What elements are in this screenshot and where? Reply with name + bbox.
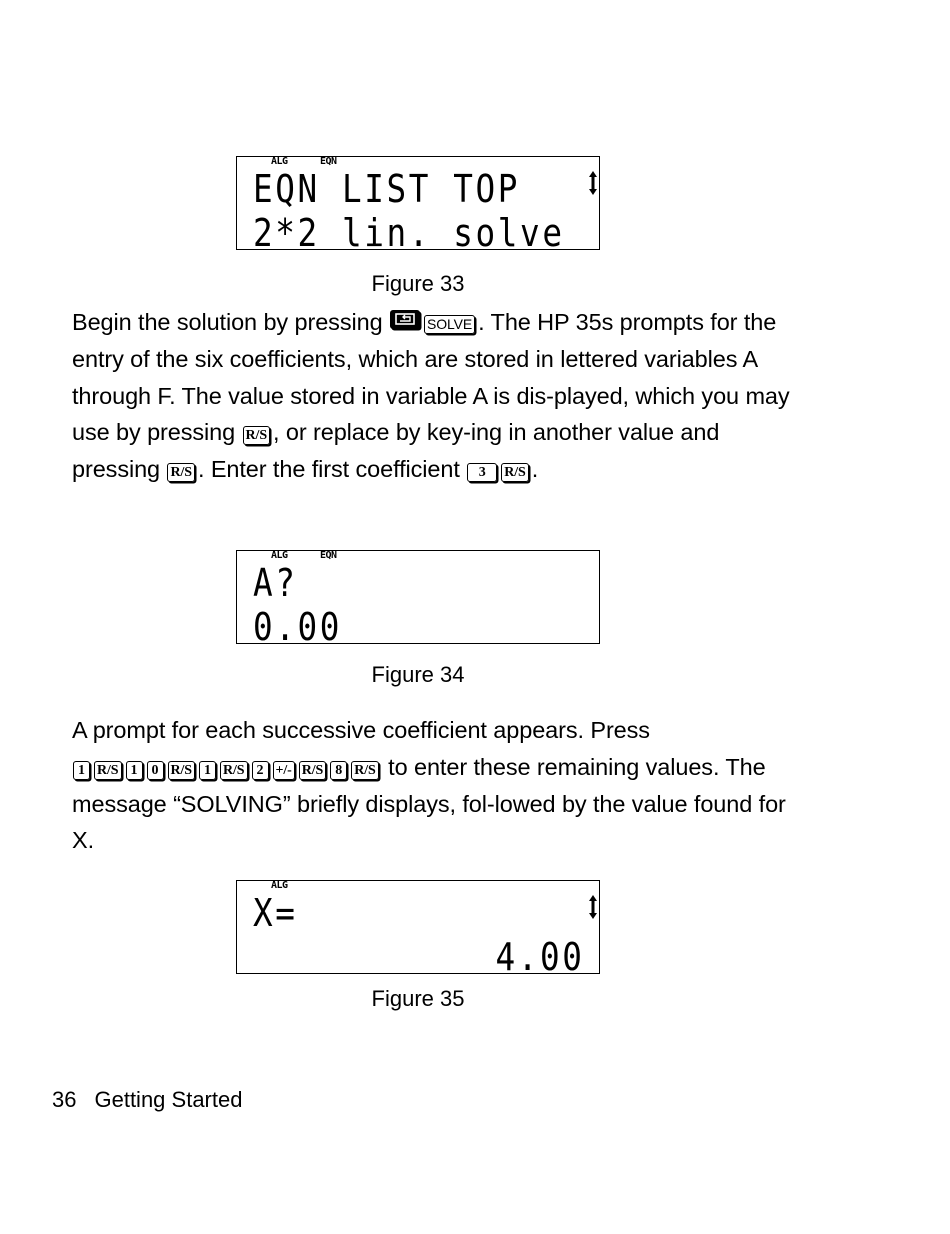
display-line-2: 2*2 lin. solve	[253, 211, 565, 255]
key-3: 3	[467, 463, 497, 482]
key-r-s: R/S	[243, 426, 271, 445]
display-line-1: A?	[253, 561, 298, 605]
scroll-arrows-icon	[588, 895, 598, 919]
annunciator-alg: ALG	[271, 550, 288, 561]
figure-caption: Figure 33	[371, 271, 465, 296]
key-1: 1	[126, 761, 143, 780]
key-1: 1	[199, 761, 216, 780]
section-title: Getting Started	[94, 1087, 243, 1112]
annunciator-alg: ALG	[271, 880, 288, 891]
text-run: . Enter the first coefficient	[197, 456, 467, 483]
key-r-s: R/S	[351, 761, 379, 780]
key-r-s: R/S	[220, 761, 248, 780]
scroll-arrows-icon	[588, 171, 598, 195]
text-run: to enter these remaining values. The message “SOLVING” briefly displays, fol-lowed by the value found for X.	[72, 753, 786, 854]
key-solve: SOLVE	[424, 315, 475, 334]
calculator-display-figure-35	[236, 880, 600, 979]
key-2: 2	[252, 761, 269, 780]
key-r-s: R/S	[168, 761, 196, 780]
key-r-s: R/S	[167, 463, 195, 482]
paragraph-solve-intro	[72, 304, 792, 488]
key-1: 1	[73, 761, 90, 780]
key-right-shift	[390, 310, 420, 329]
text-run: . The HP 35s prompts for the entry of the six coefficients, which are stored in lettered variables A through F. The value stored in variable A is dis-played, which you may use by pressing	[72, 309, 790, 446]
display-line-1: EQN LIST TOP	[253, 167, 521, 211]
display-line-1: X=	[253, 891, 298, 935]
text-run: , or replace by key-ing in another value and pressing	[72, 419, 720, 483]
figure-caption: Figure 34	[371, 662, 465, 687]
display-line-2: 0.00	[253, 605, 343, 649]
right-shift-icon	[395, 313, 415, 325]
key-r-s: R/S	[501, 463, 529, 482]
text-run: A prompt for each successive coefficient appears. Press	[72, 717, 650, 743]
key-change-sign: +/-	[273, 761, 295, 780]
key-r-s: R/S	[94, 761, 122, 780]
annunciator-eqn: EQN	[320, 550, 337, 561]
annunciator-alg: ALG	[271, 156, 288, 167]
paragraph-enter-coefficients	[72, 712, 792, 859]
annunciator-eqn: EQN	[320, 156, 337, 167]
key-0: 0	[147, 761, 164, 780]
key-8: 8	[330, 761, 347, 780]
page-number: 36	[52, 1087, 77, 1112]
page-footer	[52, 1086, 242, 1114]
text-run: Begin the solution by pressing	[72, 309, 389, 335]
figure-caption: Figure 35	[371, 986, 465, 1011]
key-r-s: R/S	[299, 761, 327, 780]
text-run: .	[531, 456, 539, 483]
calculator-display-figure-34	[236, 550, 600, 649]
display-line-2: 4.00	[495, 935, 585, 979]
calculator-display-figure-33	[236, 156, 600, 255]
